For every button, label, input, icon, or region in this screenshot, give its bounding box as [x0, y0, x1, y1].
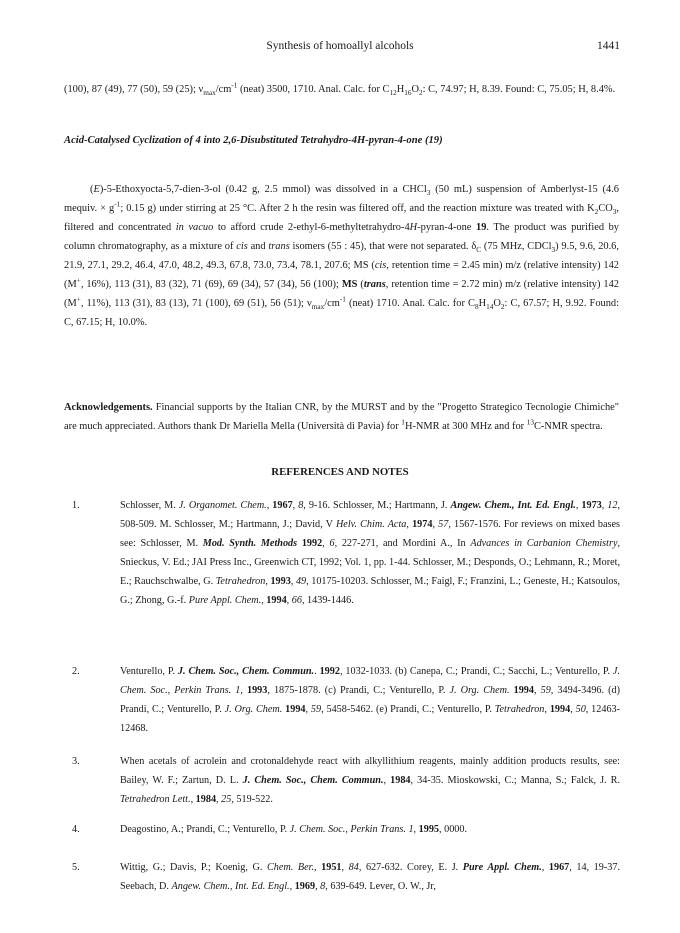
experimental-paragraph: (E)-5-Ethoxyocta-5,7-dien-3-ol (0.42 g, 2.5 mmol) was dissolved in a CHCl$_3$ (50 mL) suspension of Amberlyst-15 (4.6 mequiv. × $g^{-1}$; 0.15 g) under stirring at 25 °C. After 2 h the resin was filtered off, and the reaction mixture was treated with $K_2CO_3$, filtered and concentrated in vacuo to afford crude 2-ethyl-6-methyltetrahydro-4H-pyran-4-one 19. The product was purified by column chromatography, as a mixture of cis and trans isomers (55 : 45), that were not separated. $\delta_C$ (75 MHz, CDCl$_3$) 9.5, 9.6, 20.6, 21.9, 27.1, 29.2, 46.4, 47.0, 48.2, 49.3, 67.8, 73.0, 73.4, 78.1, 207.6; MS (cis, retention time = 2.45 min) m/z (relative intensity) 142 (M+, 16%), 113 (31), 83 (32), 71 (69), 69 (34), 57 (34), 56 (100); MS (trans, retention time = 2.72 min) m/z (relative intensity) 142 (M+, 11%), 113 (31), 83 (13), 71 (100), 69 (51), 56 (51); $\nu_{max}/cm^{-1}$ (neat) 1710. Anal. Calc. for $C_8H_{14}O_2$: C, 67.57; H, 9.92. Found: C, 67.15; H, 10.0%.	[64, 184, 620, 328]
reference-number: 3.	[72, 756, 80, 767]
reference-text: When acetals of acrolein and crotonaldehyde react with alkyllithium reagents, mainly addition products results, see: Bailey, W. F.; Zartun, D. L. J. Chem. Soc., Chem. Commun., 1984, 34-35. Mioskowski, C.; Manna, S.; Falck, J. R. Tetrahedron Lett., 1984, 25, 519-522.	[120, 756, 621, 805]
references-heading: REFERENCES AND NOTES	[271, 466, 409, 478]
page-number: 1441	[597, 40, 620, 52]
reference-text: Schlosser, M. J. Organomet. Chem., 1967, 8, 9-16. Schlosser, M.; Hartmann, J. Angew. Chem., Int. Ed. Engl., 1973, 12, 508-509. M. Schlosser, M.; Hartmann, J.; David, V Helv. Chim. Acta, 1974, 57, 1567-1576. For reviews on mixed bases see: Schlosser, M. Mod. Synth. Methods 1992, 6, 227-271, and Mordini A., In Advances in Carbanion Chemistry, Snieckus, V. Ed.; JAI Press Inc., Greenwich CT, 1992; Vol. 1, pp. 1-44. Schlosser, M.; Desponds, O.; Lehmann, R.; Moret, E.; Rauchschwalbe, G. Tetrahedron, 1993, 49, 10175-10203. Schlosser, M.; Faigl, F.; Franzini, L.; Geneste, H.; Katsoulos, G.; Zhong, G.-f. Pure Appl. Chem., 1994, 66, 1439-1446.	[120, 500, 621, 606]
spectral-data-paragraph: (100), 87 (49), 77 (50), 59 (25); $\nu_{max}/cm^{-1}$ (neat) 3500, 1710. Anal. Calc. for $C_{12}H_{16}O_2$: C, 74.97; H, 8.39. Found: C, 75.05; H, 8.4%.	[64, 81, 616, 98]
acknowledgements-paragraph: Acknowledgements. Financial supports by the Italian CNR, by the MURST and by the "Progetto Strategico Tecnologie Chimiche" are much appreciated. Authors thank Dr Mariella Mella (Università di Pavia) for $^1$H-NMR at 300 MHz and for $^{13}$C-NMR spectra.	[64, 402, 619, 432]
reference-number: 5.	[72, 862, 80, 873]
running-title: Synthesis of homoallyl alcohols	[266, 40, 414, 52]
reference-number: 1.	[72, 500, 80, 511]
section-heading: Acid-Catalysed Cyclization of 4 into 2,6-Disubstituted Tetrahydro-4H-pyran-4-one (19)	[64, 135, 443, 146]
reference-number: 2.	[72, 666, 80, 677]
reference-text: Venturello, P. J. Chem. Soc., Chem. Commun.. 1992, 1032-1033. (b) Canepa, C.; Prandi, C.; Sacchi, L.; Venturello, P. J. Chem. Soc., Perkin Trans. 1, 1993, 1875-1878. (c) Prandi, C.; Venturello, P. J. Org. Chem. 1994, 59, 3494-3496. (d) Prandi, C.; Venturello, P. J. Org. Chem. 1994, 59, 5458-5462. (e) Prandi, C.; Venturello, P. Tetrahedron, 1994, 50, 12463-12468.	[120, 666, 621, 734]
reference-number: 4.	[72, 824, 80, 835]
reference-text: Deagostino, A.; Prandi, C.; Venturello, P. J. Chem. Soc., Perkin Trans. 1, 1995, 0000.	[120, 824, 468, 835]
reference-text: Wittig, G.; Davis, P.; Koenig, G. Chem. Ber., 1951, 84, 627-632. Corey, E. J. Pure Appl. Chem., 1967, 14, 19-37. Seebach, D. Angew. Chem., Int. Ed. Engl., 1969, 8, 639-649. Lever, O. W., Jr,	[120, 862, 620, 892]
